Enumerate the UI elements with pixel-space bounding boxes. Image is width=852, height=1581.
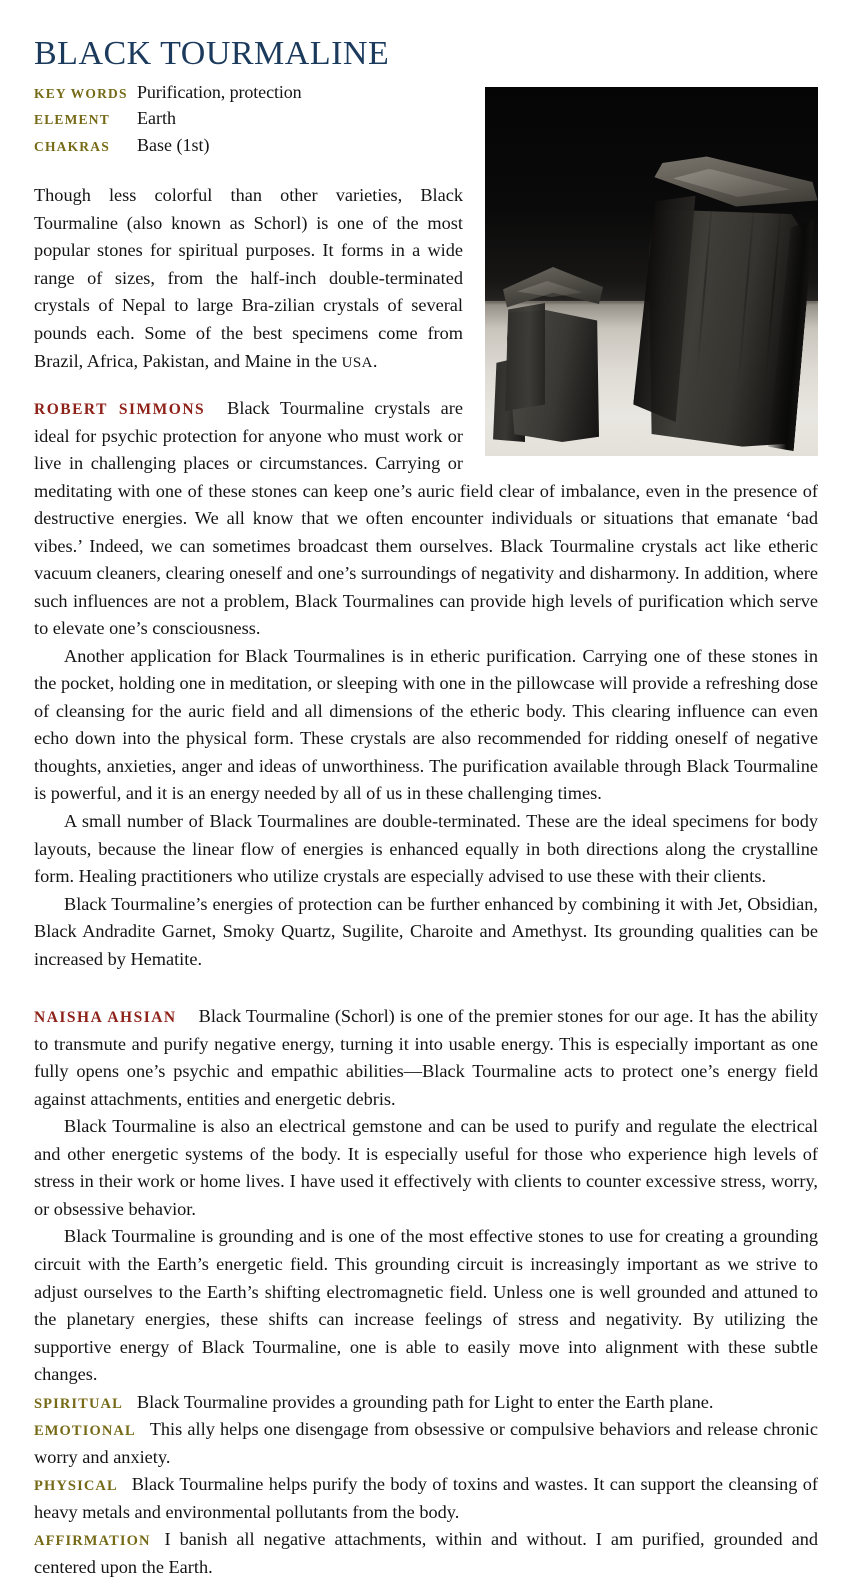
attribute-value: Purification, protection — [137, 81, 302, 102]
ahsian-paragraph-1 — [34, 1003, 818, 1113]
aspect-text: This ally helps one disengage from obsessive or compulsive behaviors and release chronic worry and anxiety. — [34, 1419, 818, 1467]
simmons-paragraph-3: A small number of Black Tourmalines are double-terminated. These are the ideal specimens for body layouts, because the linear flow of energies is enhanced equally in both directions along the crystalline form. Healing practitioners who utilize crystals are especially advised to use these with their clients. — [34, 811, 818, 887]
aspect-text: I banish all negative attachments, within and without. I am purified, grounded and centered upon the Earth. — [34, 1529, 818, 1577]
aspect-affirmation — [34, 1526, 818, 1581]
attribute-value: Base (1st) — [137, 134, 210, 155]
naisha-ahsian-section — [34, 1003, 818, 1388]
aspect-label: PHYSICAL — [34, 1478, 118, 1495]
aspect-text: Black Tourmaline provides a grounding path for Light to enter the Earth plane. — [136, 1391, 714, 1412]
simmons-paragraph-4: Black Tourmaline’s energies of protection can be further enhanced by combining it with Jet, Obsidian, Black Andradite Garnet, Smoky Quartz, Sugilite, Charoite and Amethyst. Its grounding qualities can be increased by Hematite. — [34, 893, 818, 969]
attribute-row-chakras — [34, 133, 463, 159]
aspect-list — [34, 1389, 818, 1581]
attribute-label: KEY WORDS — [34, 85, 128, 101]
attribute-row-key-words — [34, 80, 463, 106]
robert-simmons-section — [34, 395, 818, 973]
ahsian-paragraph-2: Black Tourmaline is also an electrical gemstone and can be used to purify and regulate the electrical and other energetic systems of the body. It is especially useful for those who experience high levels of stress in their work or home lives. I have used it effectively with clients to counter excessive stress, worry, or obsessive behavior. — [34, 1116, 818, 1219]
aspect-physical — [34, 1471, 818, 1526]
ahsian-paragraph-3: Black Tourmaline is grounding and is one of the most effective stones to use for creating a grounding circuit with the Earth’s energetic field. This grounding circuit is increasingly important as we strive to adjust ourselves to the Earth’s shifting electromagnetic field. Unless one is well grounded and attuned to the planetary energies, these shifts can increase feelings of stress and negativity. By utilizing the supportive energy of Black Tourmaline, one is able to easily move into alignment with these subtle changes. — [34, 1226, 818, 1385]
aspect-label: EMOTIONAL — [34, 1423, 136, 1440]
attribute-row-element — [34, 106, 463, 132]
simmons-paragraph-2: Another application for Black Tourmalines is in etheric purification. Carrying one of these stones in the pocket, holding one in meditation, or sleeping with one in the pillowcase will provide a refreshing dose of cleansing for the auric field and all dimensions of the etheric body. This clearing influence can even echo down into the physical form. These crystals are also recommended for ridding oneself of negative thoughts, anxieties, anger and ideas of unworthiness. The purification available through Black Tourmaline is powerful, and it is an energy needed by all of us in these challenging times. — [34, 645, 818, 804]
crystal-specimen-photo — [485, 87, 818, 456]
intro-usa-abbrev: USA — [341, 354, 373, 371]
aspect-emotional — [34, 1416, 818, 1471]
attribute-label: ELEMENT — [34, 112, 110, 128]
ahsian-byline: NAISHA AHSIAN — [34, 1009, 177, 1027]
attribute-label: CHAKRAS — [34, 138, 110, 154]
intro-text-part2: . — [372, 350, 378, 371]
aspect-spiritual — [34, 1389, 818, 1417]
aspect-label: SPIRITUAL — [34, 1395, 123, 1412]
page-title: BLACK TOURMALINE — [34, 35, 390, 72]
ahsian-paragraph-1-text: Black Tourmaline (Schorl) is one of the premier stones for our age. It has the ability to transmute and purify negative energy, turning it into usable energy. This is especially important as one fully opens one’s psychic and empathic abilities—Black Tourmaline acts to protect one’s energy field against attachments, entities and energetic debris. — [34, 1006, 818, 1109]
intro-text-part1: Though less colorful than other varieties, Black Tourmaline (also known as Schorl) is one of the most popular stones for spiritual purposes. It forms in a wide range of sizes, from the half-inch double-terminated crystals of Nepal to large Bra-zilian crystals of several pounds each. Some of the best specimens come from Brazil, Africa, Pakistan, and Maine in the — [34, 185, 463, 371]
simmons-paragraph-1-text: Black Tourmaline crystals are ideal for psychic protection for anyone who must work or live in challenging places or circumstances. Carrying or meditating with one of these stones can keep one’s auric field clear of imbalance, even in the presence of destructive energies. We all know that we often encounter individuals or situations that emanate ‘bad vibes.’ Indeed, we can sometimes broadcast them ourselves. Black Tourmaline crystals act like etheric vacuum cleaners, clearing oneself and one’s surroundings of negativity and disharmony. In addition, where such influences are not a problem, Black Tourmalines can provide high levels of purification which serve to elevate one’s consciousness. — [34, 398, 818, 639]
small-tourmaline-crystal — [503, 267, 603, 442]
aspect-text: Black Tourmaline helps purify the body of toxins and wastes. It can support the cleansing of heavy metals and environmental pollutants from the body. — [34, 1474, 818, 1522]
attribute-value: Earth — [137, 108, 176, 129]
simmons-byline: ROBERT SIMMONS — [34, 401, 206, 419]
large-tourmaline-crystal — [628, 152, 818, 452]
small-crystal-left-facet — [505, 303, 545, 411]
aspect-label: AFFIRMATION — [34, 1533, 151, 1550]
